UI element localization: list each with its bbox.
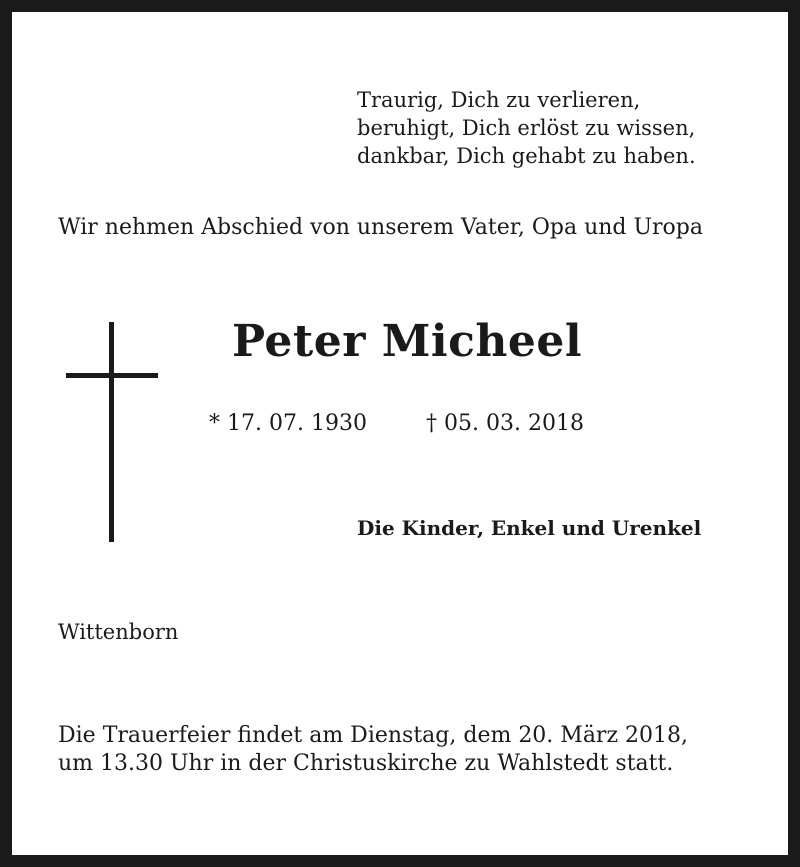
service-line-1: Die Trauerfeier findet am Dienstag, dem 20. März 2018,	[58, 723, 689, 748]
deceased-name: Peter Micheel	[232, 316, 583, 367]
signers: Die Kinder, Enkel und Urenkel	[357, 516, 702, 540]
service-line-2: um 13.30 Uhr in der Christuskirche zu Wahlstedt statt.	[58, 751, 674, 776]
poem-line-1: Traurig, Dich zu verlieren,	[357, 88, 641, 112]
farewell-text: Wir nehmen Abschied von unserem Vater, Opa und Uropa	[58, 215, 704, 240]
service-info	[58, 722, 688, 778]
place: Wittenborn	[58, 620, 179, 644]
cross-vertical-bar	[109, 322, 114, 542]
poem-line-2: beruhigt, Dich erlöst zu wissen,	[357, 116, 696, 140]
birth-date: * 17. 07. 1930	[209, 411, 367, 436]
poem-line-3: dankbar, Dich gehabt zu haben.	[357, 144, 696, 168]
death-date: † 05. 03. 2018	[426, 411, 584, 436]
poem	[357, 86, 696, 170]
cross-horizontal-bar	[66, 373, 158, 378]
